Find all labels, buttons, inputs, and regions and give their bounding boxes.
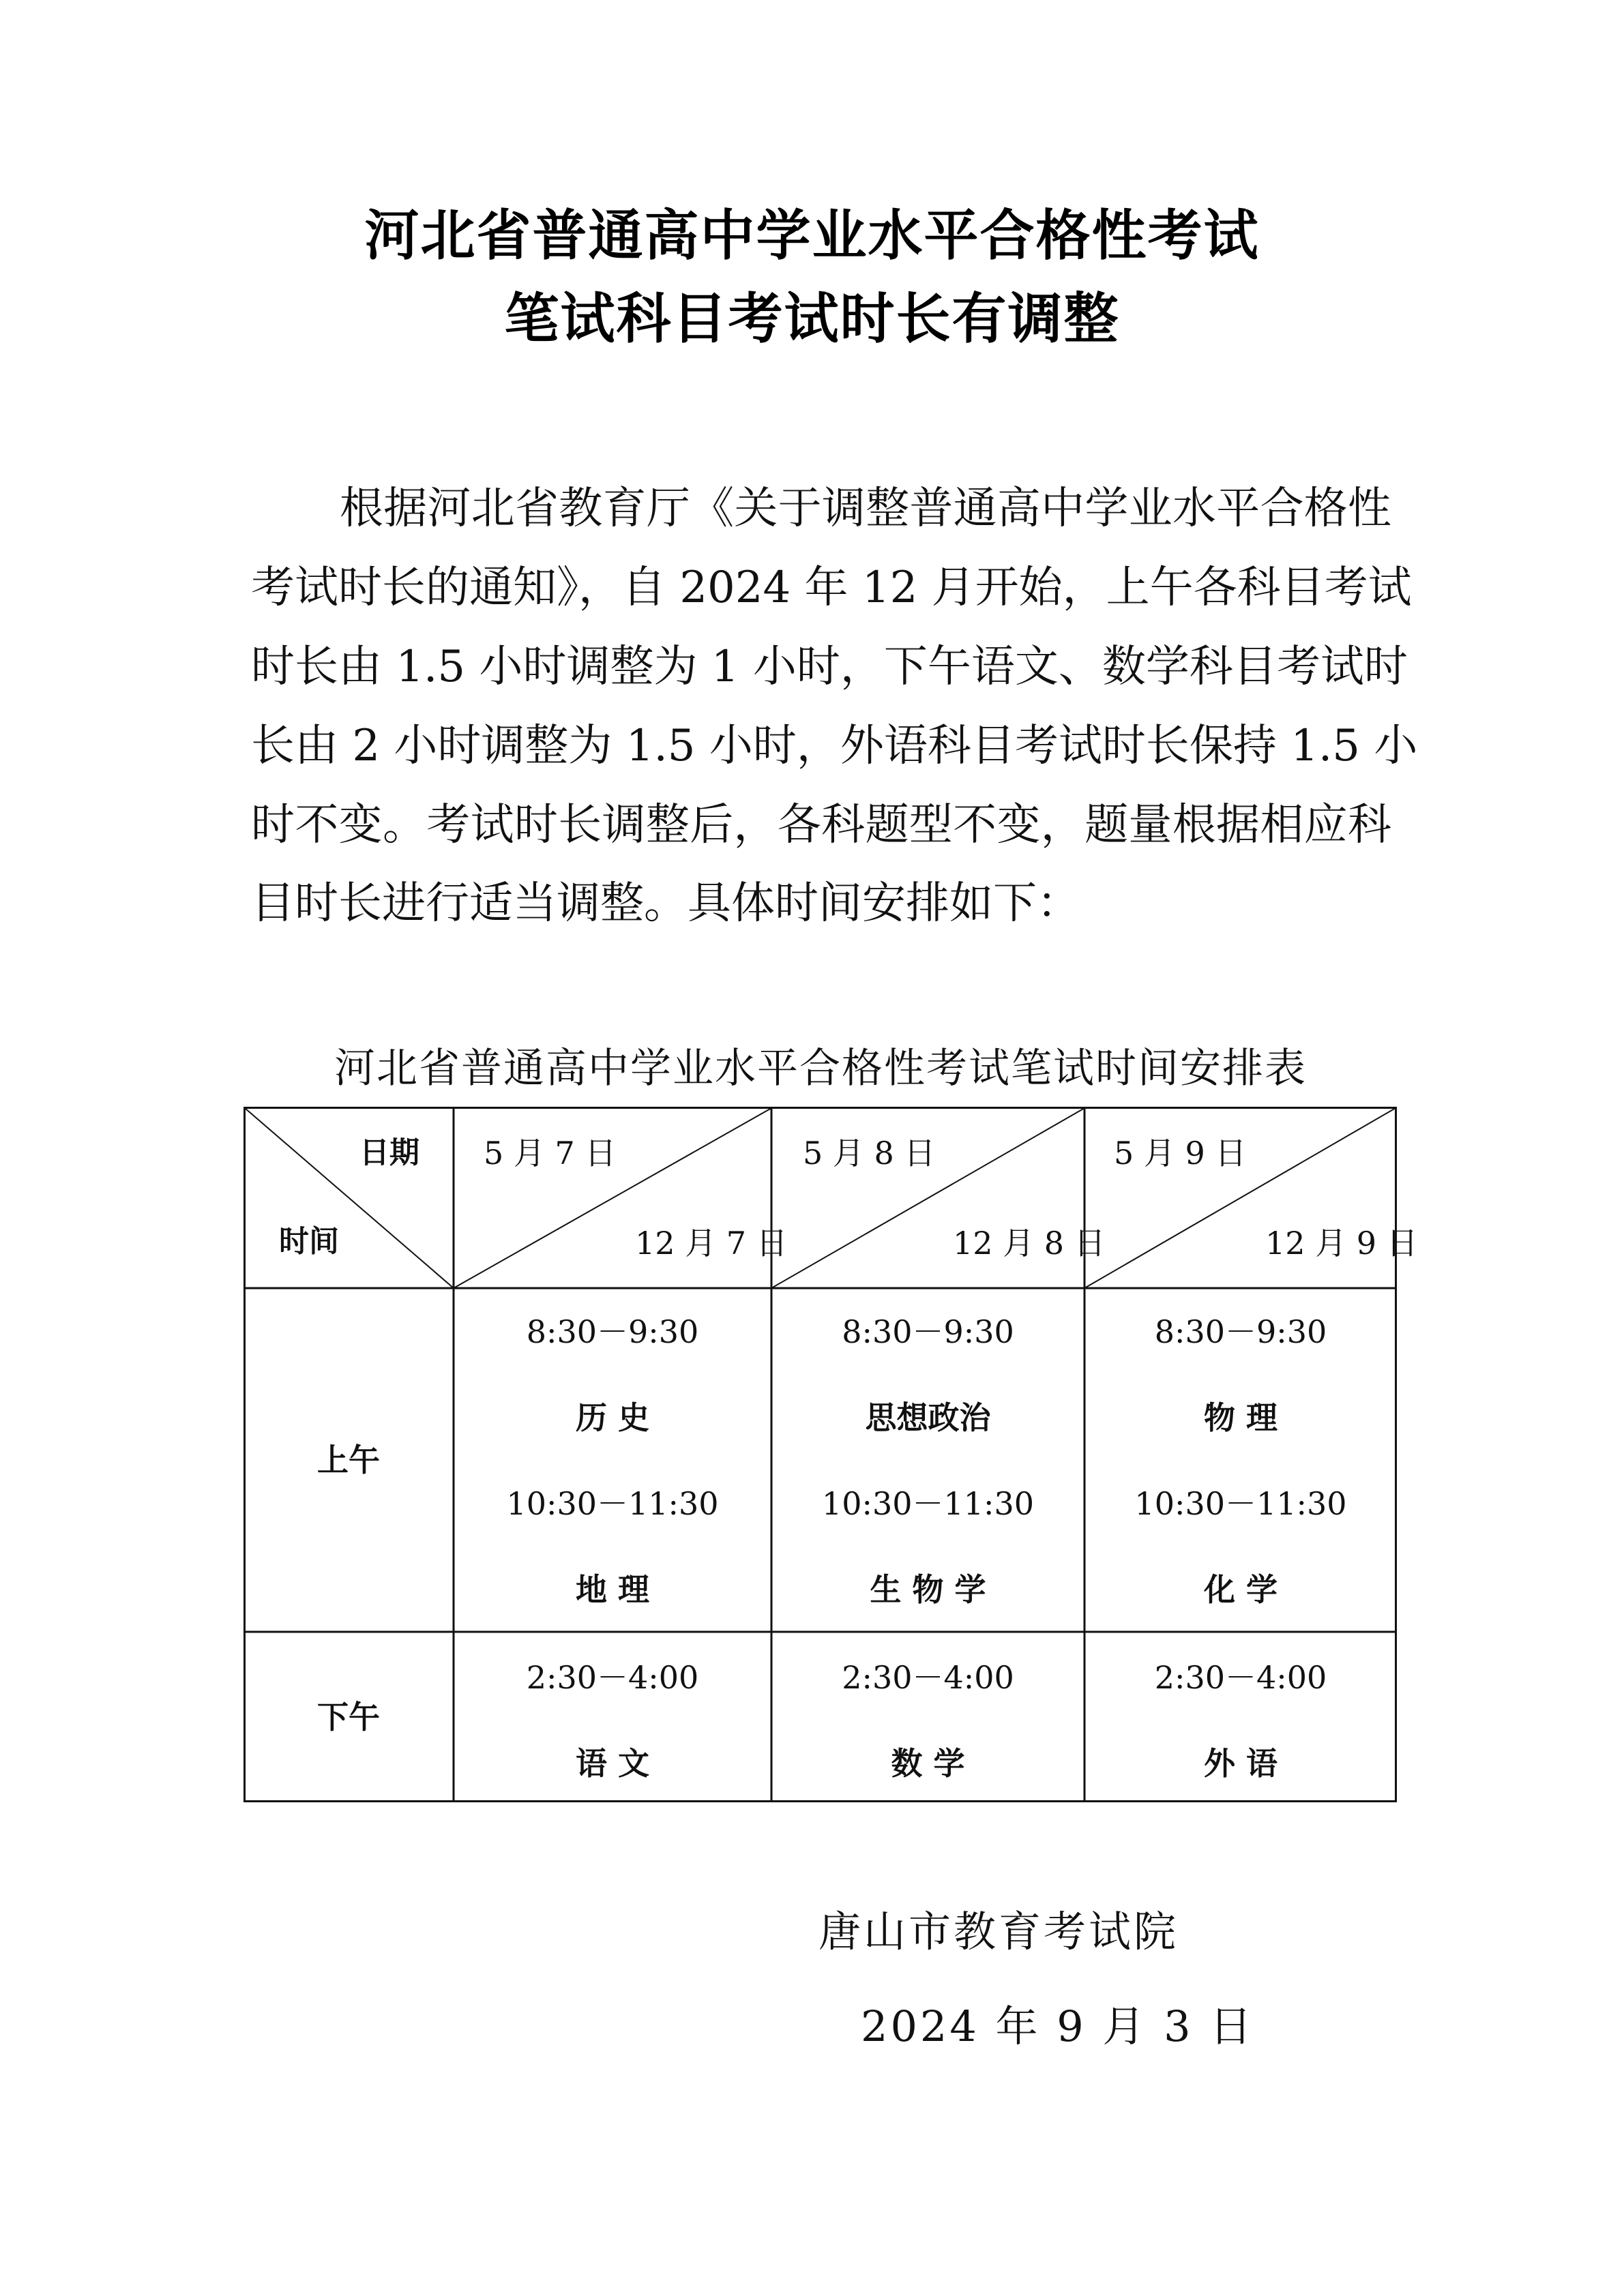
header-date-label: 日期 [359,1135,419,1170]
schedule-table [243,1107,1418,1802]
morning-time-1: 8:30－9:30 [1154,1313,1327,1350]
column-date-may-8: 5 月 8 日 [803,1135,936,1172]
morning-time-1: 8:30－9:30 [842,1313,1014,1350]
afternoon-subject: 外 语 [1203,1745,1278,1782]
paragraph-line-4: 长由 2 小时调整为 1.5 小时，外语科目考试时长保持 1.5 小 [251,721,1418,771]
column-date-dec-8: 12 月 8 日 [953,1225,1106,1262]
column-date-may-7: 5 月 7 日 [484,1135,617,1172]
table-caption: 河北省普通高中学业水平合格性考试笔试时间安排表 [334,1045,1307,1092]
afternoon-subject: 数 学 [891,1745,965,1782]
morning-subject-2: 生 物 学 [870,1571,986,1608]
paragraph-line-1: 根据河北省教育厅《关于调整普通高中学业水平合格性 [340,483,1391,534]
morning-time-2: 10:30－11:30 [1134,1485,1347,1522]
morning-time-2: 10:30－11:30 [506,1485,719,1522]
afternoon-time: 2:30－4:00 [526,1659,699,1696]
document-title-line-2: 笔试科目考试时长有调整 [504,287,1120,351]
period-label-afternoon: 下午 [317,1699,380,1735]
period-label-morning: 上午 [317,1442,380,1478]
column-date-dec-7: 12 月 7 日 [635,1225,788,1262]
paragraph-line-6: 目时长进行适当调整。具体时间安排如下： [251,878,1080,929]
column-date-may-9: 5 月 9 日 [1114,1135,1247,1172]
issue-date: 2024 年 9 月 3 日 [861,2001,1255,2051]
afternoon-time: 2:30－4:00 [1154,1659,1327,1696]
afternoon-time: 2:30－4:00 [842,1659,1014,1696]
header-time-label: 时间 [279,1224,339,1259]
column-date-dec-9: 12 月 9 日 [1265,1225,1418,1262]
morning-subject-2: 地 理 [575,1571,649,1608]
document-title-line-1: 河北省普通高中学业水平合格性考试 [364,204,1260,267]
issuer-name: 唐山市教育考试院 [818,1907,1179,1956]
morning-subject-1: 物 理 [1203,1399,1278,1436]
morning-subject-1: 历 史 [575,1399,649,1436]
morning-time-1: 8:30－9:30 [526,1313,699,1350]
paragraph-line-2: 考试时长的通知》，自 2024 年 12 月开始，上午各科目考试 [251,563,1412,613]
paragraph-line-3: 时长由 1.5 小时调整为 1 小时，下午语文、数学科目考试时 [251,642,1408,692]
paragraph-line-5: 时不变。考试时长调整后，各科题型不变，题量根据相应科 [251,800,1391,850]
afternoon-subject: 语 文 [575,1745,649,1782]
header-diagonal-line [245,1108,454,1288]
morning-time-2: 10:30－11:30 [821,1485,1035,1522]
morning-subject-1: 思想政治 [865,1399,991,1436]
morning-subject-2: 化 学 [1203,1571,1278,1608]
